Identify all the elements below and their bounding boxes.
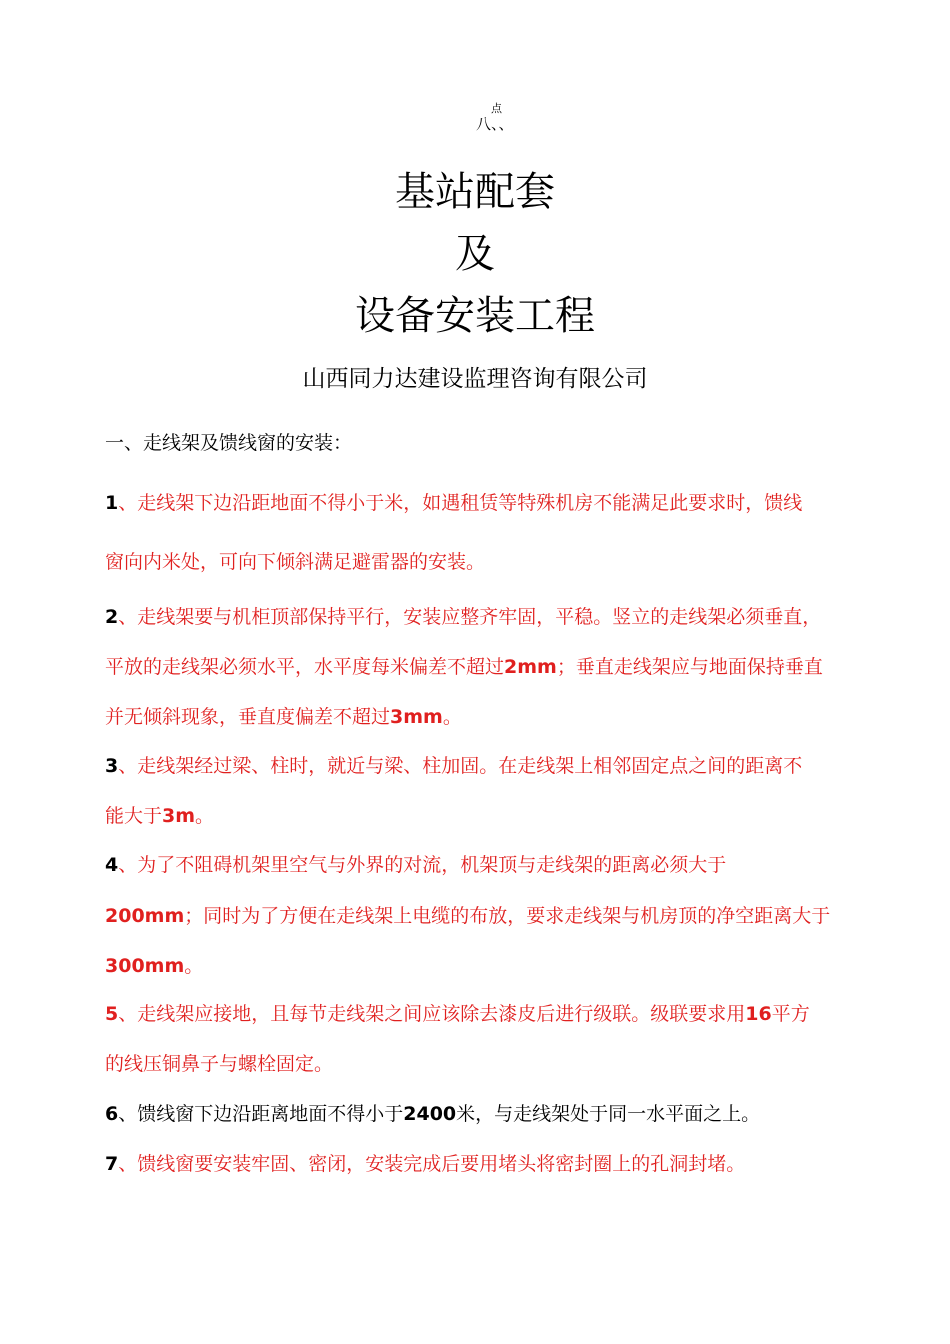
item-2-line-3 [105, 702, 462, 729]
title-line-2: 及 [455, 231, 495, 277]
section-heading: 一、走线架及馈线窗的安装： [105, 432, 353, 454]
item-text: ；同时为了方便在走线架上电缆的布放，要求走线架与机房顶的净空距离大于 [184, 905, 831, 927]
item-text: 米，与走线架处于同一水平面之上。 [456, 1103, 761, 1125]
item-text: 、走线架应接地，且每节走线架之间应该除去漆皮后进行级联。级联要求用 [118, 1003, 746, 1025]
item-number: 2 [105, 606, 119, 628]
item-2-line-1 [105, 602, 821, 629]
item-text: 并无倾斜现象，垂直度偏差不超过 [105, 706, 391, 728]
item-text: 平方 [771, 1003, 810, 1025]
title-line-1: 基站配套 [395, 169, 555, 215]
header-mark: 八、、 [476, 115, 514, 133]
header-mark-small: 点 [491, 102, 502, 115]
item-number: 3 [105, 755, 119, 777]
item-text: 、为了不阻碍机架里空气与外界的对流，机架顶与走线架的距离必须大于 [118, 854, 727, 876]
item-text: 。 [184, 955, 204, 977]
title-line-3: 设备安装工程 [355, 293, 595, 339]
company-name: 山西同力达建设监理咨询有限公司 [302, 366, 648, 392]
item-1-line-1 [105, 488, 802, 515]
item-text: ；垂直走线架应与地面保持垂直 [556, 656, 823, 678]
item-7-line-1 [105, 1149, 745, 1176]
item-value: 3m [162, 805, 196, 827]
item-4-line-2 [105, 901, 830, 928]
item-value: 300mm [105, 955, 185, 977]
item-4-line-1 [105, 850, 726, 877]
item-text: 平放的走线架必须水平，水平度每米偏差不超过 [105, 656, 505, 678]
item-text: 。 [195, 805, 215, 827]
item-6-line-1 [105, 1099, 760, 1126]
item-2-line-2 [105, 652, 823, 679]
item-5-line-1 [105, 999, 810, 1026]
item-text: 。 [442, 706, 462, 728]
item-text: 、走线架经过梁、柱时，就近与梁、柱加固。在走线架上相邻固定点之间的距离不 [118, 755, 803, 777]
item-text: 、走线架要与机柜顶部保持平行，安装应整齐牢固，平稳。竖立的走线架必须垂直， [118, 606, 822, 628]
item-value: 16 [745, 1003, 772, 1025]
item-number: 5 [105, 1003, 119, 1025]
item-text: 、馈线窗下边沿距离地面不得小于 [118, 1103, 404, 1125]
item-number: 7 [105, 1153, 119, 1175]
item-value: 200mm [105, 905, 185, 927]
item-number: 1 [105, 492, 119, 514]
item-text: 能大于 [105, 805, 163, 827]
item-value: 2400 [403, 1103, 457, 1125]
item-text: 、馈线窗要安装牢固、密闭，安装完成后要用堵头将密封圈上的孔洞封堵。 [118, 1153, 746, 1175]
item-5-line-2: 的线压铜鼻子与螺栓固定。 [105, 1053, 334, 1075]
item-value: 2mm [504, 656, 557, 678]
item-value: 3mm [390, 706, 443, 728]
item-3-line-1 [105, 751, 802, 778]
item-1-line-2: 窗向内米处，可向下倾斜满足避雷器的安装。 [105, 551, 486, 573]
item-3-line-2 [105, 801, 214, 828]
item-number: 4 [105, 854, 119, 876]
item-text: 、走线架下边沿距地面不得小于米，如遇租赁等特殊机房不能满足此要求时，馈线 [118, 492, 803, 514]
item-4-line-3 [105, 951, 203, 978]
item-number: 6 [105, 1103, 119, 1125]
